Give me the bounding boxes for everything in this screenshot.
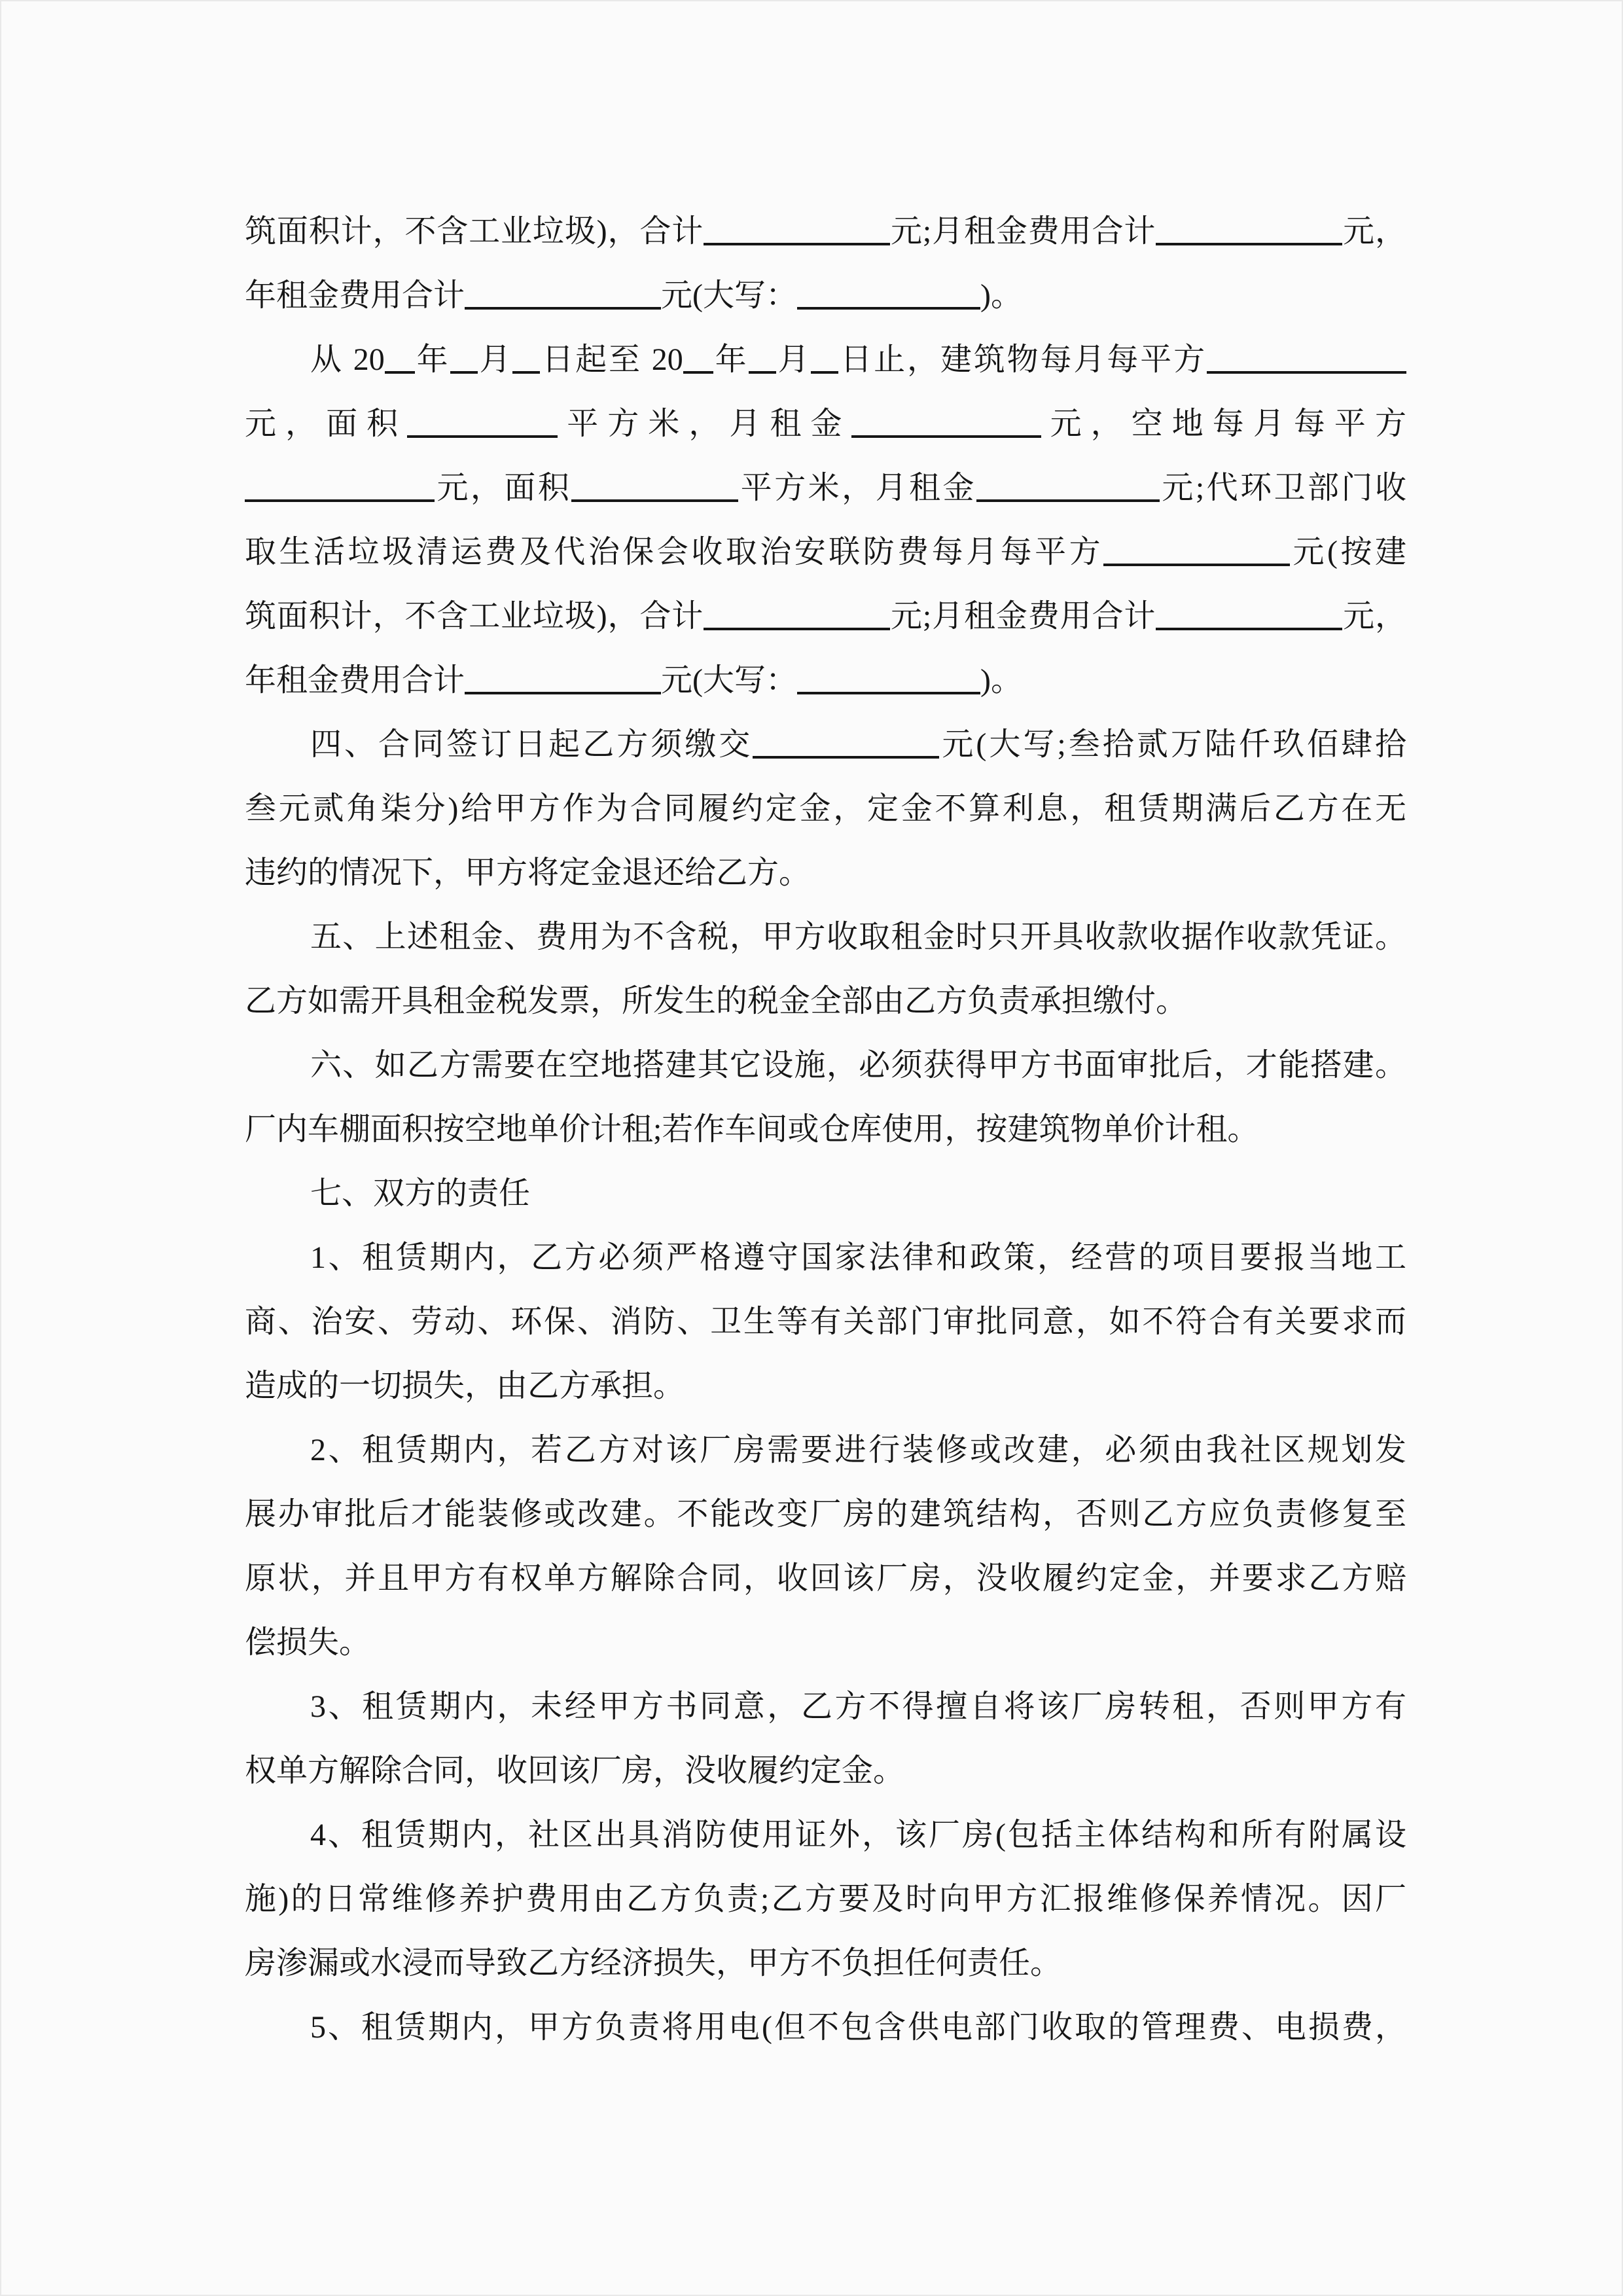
line-text: 元(按建 [1290,535,1406,569]
line-text: )。 [980,278,1023,313]
document-line [245,905,1406,969]
fill-in-blank-underline [450,349,478,374]
document-line [245,1033,1406,1098]
line-text: 2、租赁期内，若乙方对该厂房需要进行装修或改建，必须由我社区规划发 [310,1433,1406,1467]
document-line [245,1611,1406,1675]
line-text: 厂内车棚面积按空地单价计租;若作车间或仓库使用，按建筑物单价计租。 [245,1112,1259,1147]
fill-in-blank-underline [704,221,890,245]
fill-in-blank-underline [407,413,558,438]
document-line [245,1162,1406,1226]
line-text: 平方米，月租金 [558,406,851,441]
line-text: 权单方解除合同，收回该厂房，没收履约定金。 [245,1753,905,1788]
fill-in-blank-underline [1156,221,1342,245]
contract-text-block [245,200,1406,2060]
line-text: 5、租赁期内，甲方负责将用电(但不包含供电部门收取的管理费、电损费， [310,2010,1406,2045]
document-line [245,392,1406,456]
line-text: 元;代环卫部门收 [1159,471,1406,505]
document-line [245,584,1406,649]
line-text: 房渗漏或水浸而导致乙方经济损失，甲方不负担任何责任。 [245,1946,1062,1981]
fill-in-blank-underline [465,670,661,694]
line-text: 年 [414,342,450,377]
line-text: 元(大写： [661,663,798,698]
document-line [245,1418,1406,1482]
fill-in-blank-underline [683,349,713,374]
line-text: 元， [1342,599,1406,634]
line-text: 月 [477,342,513,377]
line-text: 原状，并且甲方有权单方解除合同，收回该厂房，没收履约定金，并要求乙方赔 [245,1561,1406,1596]
line-text: 元， [1342,214,1406,249]
line-text: 元，面积 [245,406,408,441]
document-line [245,969,1406,1033]
fill-in-blank-underline [385,349,415,374]
line-text: 偿损失。 [245,1625,371,1660]
line-text: 日起至 20 [540,342,683,377]
document-line [245,1867,1406,1931]
line-text: 元(大写： [661,278,798,313]
document-line [245,649,1406,713]
document-line [245,1098,1406,1162]
line-text: 日止，建筑物每月每平方 [838,342,1207,377]
line-text: 从 20 [310,342,385,377]
line-text: 元(大写;叁拾贰万陆仟玖佰肆拾 [939,727,1406,762]
fill-in-blank-underline [465,285,661,310]
document-line [245,520,1406,584]
line-text: 筑面积计，不含工业垃圾)，合计 [245,599,704,634]
line-text: 年租金费用合计 [245,278,465,313]
line-text: 年 [713,342,749,377]
document-line [245,841,1406,905]
line-text: 造成的一切损失，由乙方承担。 [245,1369,685,1403]
document-line [245,1354,1406,1418]
fill-in-blank-underline [797,670,980,694]
line-text: 4、租赁期内，社区出具消防使用证外，该厂房(包括主体结构和所有附属设 [310,1818,1406,1852]
fill-in-blank-underline [749,349,776,374]
document-line [245,1226,1406,1290]
line-text: 展办审批后才能装修或改建。不能改变厂房的建筑结构，否则乙方应负责修复至 [245,1497,1406,1532]
line-text: 违约的情况下，甲方将定金退还给乙方。 [245,855,811,890]
line-text: 五、上述租金、费用为不含税，甲方收取租金时只开具收款收据作收款凭证。 [310,920,1406,954]
line-text: 六、如乙方需要在空地搭建其它设施，必须获得甲方书面审批后，才能搭建。 [310,1048,1406,1083]
document-line [245,713,1406,777]
line-text: 取生活垃圾清运费及代治保会收取治安联防费每月每平方 [245,535,1104,569]
fill-in-blank-underline [245,477,435,502]
line-text: 平方米，月租金 [738,471,976,505]
document-line [245,1931,1406,1996]
line-text: 施)的日常维修养护费用由乙方负责;乙方要及时向甲方汇报维修保养情况。因厂 [245,1882,1406,1916]
line-text: 元，面积 [435,471,572,505]
line-text: 七、双方的责任 [310,1176,531,1211]
line-text: 乙方如需开具租金税发票，所发生的税金全部由乙方负责承担缴付。 [245,984,1188,1018]
document-line [245,777,1406,841]
fill-in-blank-underline [1156,605,1342,630]
document-line [245,1675,1406,1739]
line-text: 元，空地每月每平方 [1041,406,1406,441]
document-line [245,1996,1406,2060]
document-line [245,200,1406,264]
line-text: 四、合同签订日起乙方须缴交 [310,727,753,762]
line-text: 年租金费用合计 [245,663,465,698]
document-line [245,1739,1406,1803]
fill-in-blank-underline [512,349,540,374]
fill-in-blank-underline [1103,541,1290,566]
line-text: 1、租赁期内，乙方必须严格遵守国家法律和政策，经营的项目要报当地工 [310,1240,1406,1275]
line-text: )。 [980,663,1023,698]
document-line [245,264,1406,328]
line-text: 3、租赁期内，未经甲方书同意，乙方不得擅自将该厂房转租，否则甲方有 [310,1689,1406,1724]
fill-in-blank-underline [851,413,1041,438]
line-text: 元;月租金费用合计 [890,599,1156,634]
document-line [245,1482,1406,1547]
document-line [245,1803,1406,1867]
document-line [245,456,1406,520]
document-line [245,328,1406,392]
fill-in-blank-underline [811,349,838,374]
fill-in-blank-underline [571,477,738,502]
document-line [245,1290,1406,1354]
line-text: 筑面积计，不含工业垃圾)，合计 [245,214,704,249]
line-text: 月 [776,342,812,377]
line-text: 商、治安、劳动、环保、消防、卫生等有关部门审批同意，如不符合有关要求而 [245,1304,1406,1339]
fill-in-blank-underline [976,477,1160,502]
line-text: 元;月租金费用合计 [890,214,1156,249]
fill-in-blank-underline [797,285,980,310]
fill-in-blank-underline [1207,349,1406,374]
fill-in-blank-underline [753,734,939,759]
fill-in-blank-underline [704,605,890,630]
document-line [245,1547,1406,1611]
line-text: 叁元贰角柒分)给甲方作为合同履约定金，定金不算利息，租赁期满后乙方在无 [245,791,1406,826]
